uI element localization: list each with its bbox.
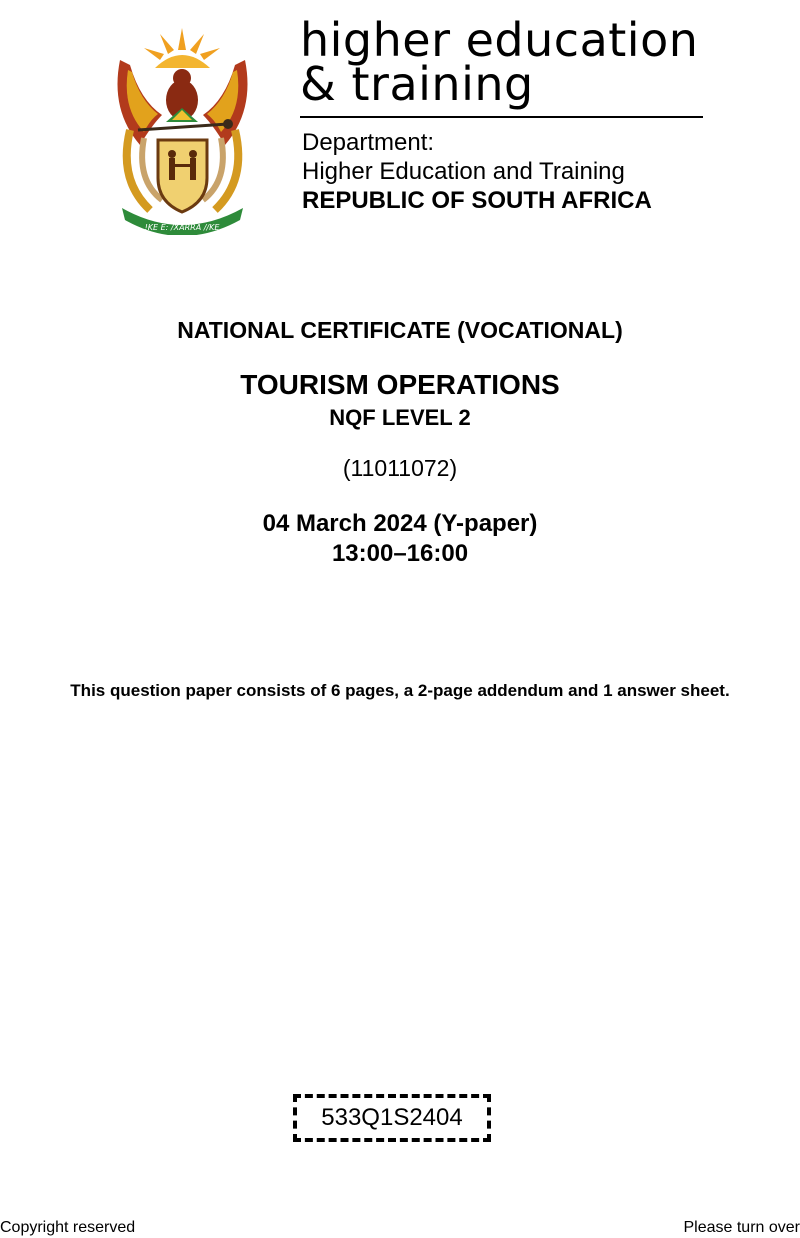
brand-line-1: higher education: [300, 13, 699, 67]
exam-date: 04 March 2024 (Y-paper): [262, 510, 538, 537]
coat-of-arms-logo: [100, 20, 265, 235]
nqf-level: NQF LEVEL 2: [329, 405, 471, 430]
department-label: Department:: [302, 129, 435, 156]
department-name: Higher Education and Training: [302, 158, 625, 185]
brand-line-2: & training: [300, 57, 534, 111]
footer-turn-over: Please turn over: [683, 1219, 800, 1236]
subject-title: TOURISM OPERATIONS: [240, 369, 560, 400]
paper-info: This question paper consists of 6 pages, a 2-page addendum and 1 answer sheet.: [70, 681, 730, 700]
subject-code: (11011072): [342, 455, 458, 481]
exam-schedule: [0, 509, 800, 569]
paper-code: 533Q1S2404: [321, 1104, 463, 1131]
brand-wordmark: [300, 13, 699, 111]
paper-code-box: [293, 1094, 491, 1142]
coat-of-arms-motto: !KE E: /XARRA //KE: [144, 223, 220, 232]
department-block: [302, 128, 652, 215]
brand-divider: [300, 116, 703, 118]
certificate-title: NATIONAL CERTIFICATE (VOCATIONAL): [177, 317, 623, 343]
footer-copyright: Copyright reserved: [0, 1219, 136, 1236]
exam-time: 13:00–16:00: [331, 540, 469, 567]
country-name: REPUBLIC OF SOUTH AFRICA: [302, 187, 652, 214]
